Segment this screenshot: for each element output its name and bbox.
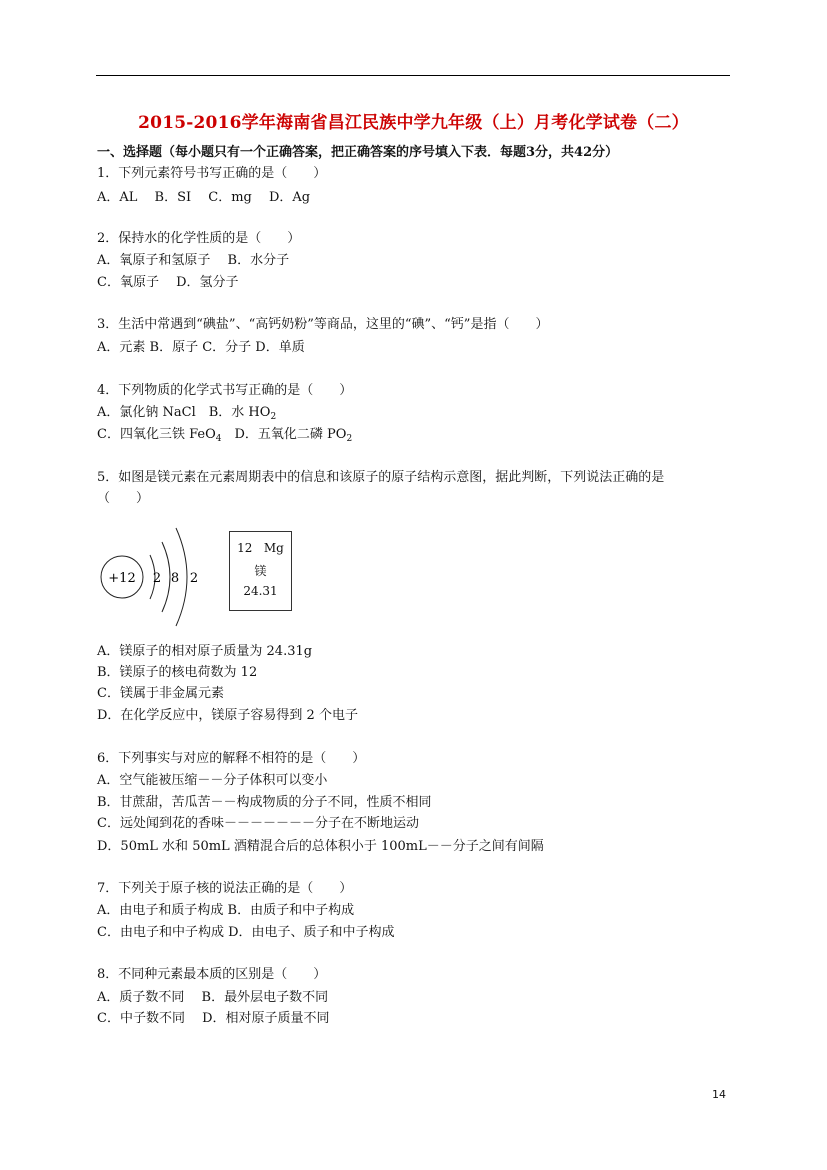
question-5-option-a: A．镁原子的相对原子质量为 24.31g — [97, 644, 313, 659]
question-1-options: A．AL B．SI C．mg D．Ag — [97, 190, 311, 205]
option-text: C．四氧化三铁 FeO — [97, 427, 216, 442]
question-7-option-cd: C．由电子和中子构成 D．由电子、质子和中子构成 — [97, 925, 395, 940]
option-text: A．氯化钠 NaCl B．水 HO — [97, 405, 271, 420]
question-6-option-b: B．甘蔗甜，苦瓜苦－－构成物质的分子不同，性质不相同 — [97, 795, 432, 810]
element-name: 镁 — [254, 564, 267, 578]
subscript: 2 — [270, 412, 277, 422]
question-8-option-cd: C．中子数不同 D．相对原子质量不同 — [97, 1011, 330, 1026]
nucleus-charge: +12 — [108, 571, 136, 586]
question-7-stem: 7．下列关于原子核的说法正确的是（ ） — [97, 881, 353, 896]
page-number: 14 — [712, 1088, 726, 1101]
question-4-option-cd — [97, 427, 352, 447]
question-5-stem-cont: （ ） — [97, 491, 150, 506]
shell-electrons-1: 2 — [152, 571, 162, 586]
question-1-stem: 1．下列元素符号书写正确的是（ ） — [97, 166, 327, 181]
atomic-number: 12 — [237, 541, 253, 555]
card-top-row — [230, 541, 291, 555]
question-4-stem: 4．下列物质的化学式书写正确的是（ ） — [97, 383, 353, 398]
question-2-stem: 2．保持水的化学性质的是（ ） — [97, 231, 301, 246]
atomic-mass: 24.31 — [243, 584, 278, 598]
section-heading: 一、选择题（每小题只有一个正确答案，把正确答案的序号填入下表．每题3分，共42分） — [97, 145, 619, 160]
question-2-option-cd: C．氧原子 D．氢分子 — [97, 275, 239, 290]
electron-shell-2 — [162, 542, 170, 612]
element-symbol: Mg — [263, 541, 284, 555]
question-3-options: A．元素 B．原子 C．分子 D．单质 — [97, 340, 305, 355]
question-6-option-c: C．远处闻到花的香味－－－－－－－分子在不断地运动 — [97, 816, 419, 831]
question-8-option-ab: A．质子数不同 B．最外层电子数不同 — [97, 990, 329, 1005]
question-4-option-ab — [97, 405, 276, 425]
question-2-option-ab: A．氧原子和氢原子 B．水分子 — [97, 253, 290, 268]
subscript: 4 — [215, 434, 222, 444]
subscript: 2 — [346, 434, 353, 444]
question-5-option-c: C．镁属于非金属元素 — [97, 686, 224, 701]
exam-title: 2015-2016学年海南省昌江民族中学九年级（上）月考化学试卷（二） — [138, 113, 689, 133]
question-3-stem: 3．生活中常遇到“碘盐”、“高钙奶粉”等商品，这里的“碘”、“钙”是指（ ） — [97, 317, 549, 332]
question-6-stem: 6．下列事实与对应的解释不相符的是（ ） — [97, 751, 366, 766]
atom-structure-diagram — [100, 520, 210, 630]
question-5-option-b: B．镁原子的核电荷数为 12 — [97, 665, 258, 680]
shell-electrons-3: 2 — [189, 571, 199, 586]
question-6-option-d: D．50mL 水和 50mL 酒精混合后的总体积小于 100mL－－分子之间有间隔 — [97, 839, 544, 854]
question-6-option-a: A．空气能被压缩－－分子体积可以变小 — [97, 773, 328, 788]
question-5-option-d: D．在化学反应中，镁原子容易得到 2 个电子 — [97, 708, 358, 723]
question-8-stem: 8．不同种元素最本质的区别是（ ） — [97, 967, 327, 982]
header-rule — [96, 75, 730, 76]
periodic-table-card — [229, 531, 292, 611]
question-5-stem: 5．如图是镁元素在元素周期表中的信息和该原子的原子结构示意图，据此判断，下列说法正确的是 — [97, 470, 665, 485]
question-7-option-ab: A．由电子和质子构成 B．由质子和中子构成 — [97, 903, 355, 918]
option-text: D．五氧化二磷 PO — [234, 427, 347, 442]
shell-electrons-2: 8 — [170, 571, 180, 586]
